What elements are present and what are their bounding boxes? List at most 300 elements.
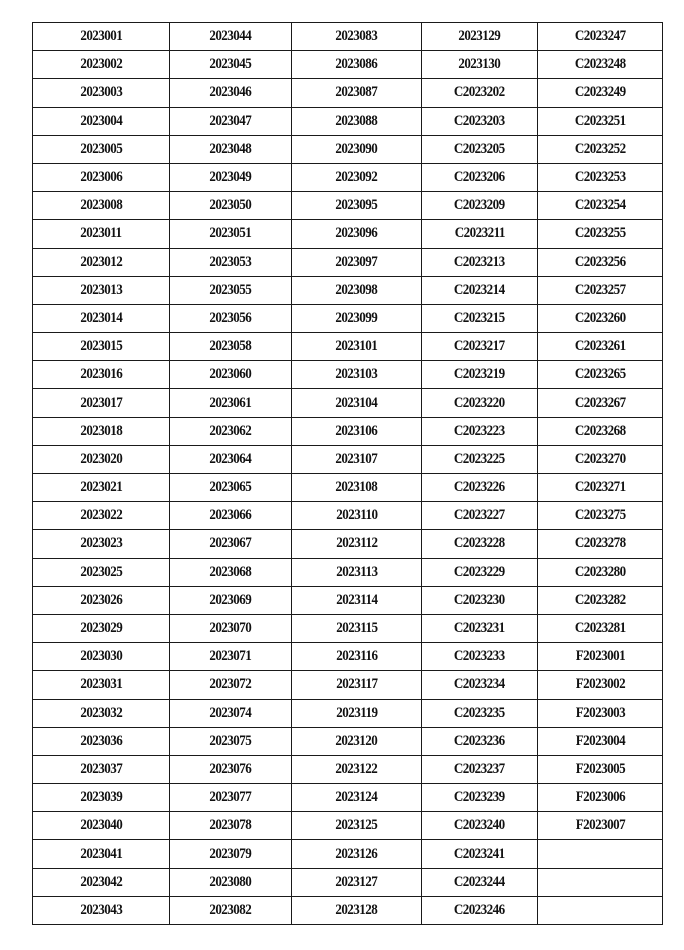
table-cell [292, 107, 422, 135]
table-cell [292, 896, 422, 924]
table-cell [422, 643, 538, 671]
table-cell [422, 586, 538, 614]
table-row [33, 135, 663, 163]
table-cell [170, 389, 292, 417]
cell-text: 2023106 [335, 422, 378, 439]
table-cell [292, 417, 422, 445]
table-cell [292, 135, 422, 163]
table-cell [33, 192, 170, 220]
cell-text: C2023234 [454, 676, 505, 693]
table-cell [33, 896, 170, 924]
cell-text: C2023225 [454, 450, 505, 467]
table-cell [292, 220, 422, 248]
cell-text: 2023011 [80, 225, 122, 242]
table-row [33, 474, 663, 502]
table-cell [538, 727, 663, 755]
cell-text: 2023029 [80, 620, 122, 637]
cell-text: 2023043 [80, 901, 122, 918]
table-cell [538, 107, 663, 135]
table-cell [292, 389, 422, 417]
cell-text: C2023241 [454, 845, 505, 862]
cell-text: 2023124 [335, 789, 378, 806]
cell-text: 2023032 [80, 704, 122, 721]
cell-text: C2023260 [574, 309, 626, 326]
cell-text: C2023213 [454, 253, 505, 270]
table-cell [170, 614, 292, 642]
table-cell [170, 586, 292, 614]
table-cell [538, 304, 663, 332]
cell-text: 2023099 [335, 309, 378, 326]
cell-text: C2023270 [574, 450, 626, 467]
table-row [33, 220, 663, 248]
table-cell [170, 417, 292, 445]
table-cell [292, 755, 422, 783]
cell-text: 2023066 [209, 507, 252, 524]
table-cell [170, 530, 292, 558]
cell-text: 2023030 [80, 648, 122, 665]
cell-text: 2023041 [80, 845, 122, 862]
table-cell [292, 474, 422, 502]
cell-text: C2023240 [454, 817, 505, 834]
table-cell [170, 135, 292, 163]
table-cell [422, 220, 538, 248]
cell-text: C2023254 [574, 197, 626, 214]
table-cell [292, 192, 422, 220]
table-row [33, 333, 663, 361]
table-cell [538, 192, 663, 220]
table-cell [292, 23, 422, 51]
table-cell [33, 333, 170, 361]
cell-text: 2023049 [209, 169, 252, 186]
cell-text: 2023045 [209, 56, 252, 73]
cell-text: C2023233 [454, 648, 505, 665]
cell-text: 2023017 [80, 394, 122, 411]
table-cell [33, 699, 170, 727]
cell-text: C2023217 [454, 338, 505, 355]
table-cell [292, 276, 422, 304]
table-cell [422, 79, 538, 107]
table-cell [538, 23, 663, 51]
cell-text: F2023005 [575, 760, 625, 777]
cell-text: 2023050 [209, 197, 252, 214]
cell-text: C2023209 [454, 197, 505, 214]
table-row [33, 23, 663, 51]
table-row [33, 614, 663, 642]
cell-text: 2023080 [209, 873, 252, 890]
table-cell [538, 896, 663, 924]
table-cell [538, 135, 663, 163]
cell-text: 2023098 [335, 281, 378, 298]
table-cell [292, 502, 422, 530]
table-cell [538, 474, 663, 502]
cell-text: 2023083 [335, 28, 378, 45]
table-cell [292, 727, 422, 755]
table-cell [33, 304, 170, 332]
cell-text: 2023072 [209, 676, 252, 693]
cell-text: 2023058 [209, 338, 252, 355]
table-cell [33, 248, 170, 276]
cell-text: 2023076 [209, 760, 252, 777]
table-cell [292, 79, 422, 107]
cell-text: 2023119 [335, 704, 378, 721]
table-cell [292, 868, 422, 896]
cell-text: 2023126 [335, 845, 378, 862]
table-cell [538, 389, 663, 417]
table-cell [292, 671, 422, 699]
cell-text: 2023016 [80, 366, 122, 383]
table-row [33, 51, 663, 79]
table-cell [170, 868, 292, 896]
cell-text: F2023006 [575, 789, 625, 806]
table-cell [170, 333, 292, 361]
cell-text: C2023219 [454, 366, 505, 383]
cell-text: F2023003 [575, 704, 625, 721]
cell-text: C2023256 [574, 253, 626, 270]
table-row [33, 784, 663, 812]
table-cell [538, 361, 663, 389]
cell-text: 2023087 [335, 84, 378, 101]
cell-text: 2023026 [80, 591, 122, 608]
cell-text: C2023251 [574, 112, 626, 129]
table-cell [33, 445, 170, 473]
table-cell [422, 840, 538, 868]
table-cell [292, 558, 422, 586]
table-row [33, 163, 663, 191]
table-cell [292, 586, 422, 614]
table-cell [33, 107, 170, 135]
cell-text: 2023013 [80, 281, 122, 298]
cell-text: 2023112 [335, 535, 378, 552]
table-cell [33, 79, 170, 107]
cell-text: C2023237 [454, 760, 505, 777]
cell-text: 2023077 [209, 789, 252, 806]
cell-text: 2023088 [335, 112, 378, 129]
cell-text: F2023002 [575, 676, 625, 693]
cell-text: 2023114 [335, 591, 378, 608]
table-cell [292, 530, 422, 558]
table-cell [422, 135, 538, 163]
cell-text: 2023014 [80, 309, 122, 326]
cell-text: 2023006 [80, 169, 122, 186]
table-row [33, 192, 663, 220]
table-cell [538, 276, 663, 304]
cell-text: 2023044 [209, 28, 252, 45]
cell-text: C2023214 [454, 281, 505, 298]
table-row [33, 107, 663, 135]
table-row [33, 558, 663, 586]
table-cell [538, 248, 663, 276]
cell-text: 2023002 [80, 56, 122, 73]
cell-text: 2023031 [80, 676, 122, 693]
table-cell [170, 248, 292, 276]
cell-text: 2023065 [209, 479, 252, 496]
table-row [33, 248, 663, 276]
cell-text: 2023020 [80, 450, 122, 467]
table-row [33, 530, 663, 558]
cell-text: 2023069 [209, 591, 252, 608]
cell-text: 2023055 [209, 281, 252, 298]
table-row [33, 671, 663, 699]
cell-text: 2023101 [335, 338, 378, 355]
cell-text: 2023108 [335, 479, 378, 496]
table-cell [170, 502, 292, 530]
cell-text: 2023022 [80, 507, 122, 524]
table-body [33, 23, 663, 925]
table-cell [170, 107, 292, 135]
cell-text: C2023229 [454, 563, 505, 580]
table-cell [33, 502, 170, 530]
cell-text: C2023248 [574, 56, 626, 73]
table-cell [538, 699, 663, 727]
table-cell [33, 812, 170, 840]
cell-text: C2023203 [454, 112, 505, 129]
cell-text: 2023048 [209, 140, 252, 157]
table-cell [422, 755, 538, 783]
cell-text: C2023236 [454, 732, 505, 749]
cell-text: 2023040 [80, 817, 122, 834]
table-cell [33, 840, 170, 868]
table-cell [538, 586, 663, 614]
table-cell [538, 333, 663, 361]
table-cell [33, 586, 170, 614]
cell-text: 2023095 [335, 197, 378, 214]
cell-text: 2023097 [335, 253, 378, 270]
cell-text: 2023062 [209, 422, 252, 439]
table-cell [170, 812, 292, 840]
table-cell [33, 614, 170, 642]
table-cell [170, 784, 292, 812]
table-cell [538, 784, 663, 812]
table-cell [538, 445, 663, 473]
cell-text: 2023015 [80, 338, 122, 355]
cell-text: 2023056 [209, 309, 252, 326]
table-cell [422, 163, 538, 191]
table-cell [422, 868, 538, 896]
table-row [33, 868, 663, 896]
table-cell [292, 812, 422, 840]
cell-text: 2023117 [335, 676, 378, 693]
cell-text: 2023092 [335, 169, 378, 186]
cell-text: 2023036 [80, 732, 122, 749]
cell-text: 2023113 [335, 563, 378, 580]
table-cell [422, 23, 538, 51]
table-cell [170, 51, 292, 79]
table-row [33, 361, 663, 389]
table-cell [170, 727, 292, 755]
cell-text: 2023051 [209, 225, 252, 242]
table-cell [422, 699, 538, 727]
table-row [33, 502, 663, 530]
table-cell [33, 361, 170, 389]
table-cell [422, 276, 538, 304]
table-row [33, 586, 663, 614]
cell-text: 2023018 [80, 422, 122, 439]
cell-text: 2023037 [80, 760, 122, 777]
cell-text: 2023071 [209, 648, 252, 665]
cell-text: 2023130 [458, 56, 501, 73]
cell-text: C2023226 [454, 479, 505, 496]
table-row [33, 79, 663, 107]
cell-text: 2023001 [80, 28, 122, 45]
cell-text: 2023078 [209, 817, 252, 834]
cell-text: 2023042 [80, 873, 122, 890]
table-cell [538, 614, 663, 642]
table-row [33, 840, 663, 868]
table-cell [422, 671, 538, 699]
table-row [33, 699, 663, 727]
table-cell [170, 643, 292, 671]
table-cell [292, 614, 422, 642]
table-cell [33, 643, 170, 671]
table-cell [170, 755, 292, 783]
cell-text: C2023244 [454, 873, 505, 890]
cell-text: C2023220 [454, 394, 505, 411]
table-cell [538, 755, 663, 783]
table-cell [422, 304, 538, 332]
cell-text: 2023023 [80, 535, 122, 552]
table-cell [422, 389, 538, 417]
table-row [33, 812, 663, 840]
cell-text: C2023280 [574, 563, 626, 580]
cell-text: C2023206 [454, 169, 505, 186]
table-cell [422, 502, 538, 530]
table-row [33, 643, 663, 671]
table-cell [33, 727, 170, 755]
cell-text: C2023230 [454, 591, 505, 608]
cell-text: C2023267 [574, 394, 626, 411]
cell-text: 2023107 [335, 450, 378, 467]
table-cell [538, 558, 663, 586]
table-cell [538, 671, 663, 699]
table-cell [292, 699, 422, 727]
cell-text: 2023070 [209, 620, 252, 637]
table-row [33, 417, 663, 445]
table-cell [422, 896, 538, 924]
cell-text: C2023268 [574, 422, 626, 439]
cell-text: 2023075 [209, 732, 252, 749]
table-cell [422, 558, 538, 586]
cell-text: C2023271 [574, 479, 626, 496]
cell-text: C2023202 [454, 84, 505, 101]
cell-text: 2023012 [80, 253, 122, 270]
table-row [33, 389, 663, 417]
cell-text: 2023060 [209, 366, 252, 383]
cell-text: C2023261 [574, 338, 626, 355]
cell-text: 2023096 [335, 225, 378, 242]
table-cell [538, 220, 663, 248]
cell-text: 2023122 [335, 760, 378, 777]
cell-text: 2023061 [209, 394, 252, 411]
cell-text: C2023275 [574, 507, 626, 524]
table-cell [33, 135, 170, 163]
table-cell [170, 163, 292, 191]
table-cell [292, 333, 422, 361]
cell-text: 2023079 [209, 845, 252, 862]
table-cell [422, 333, 538, 361]
table-cell [170, 699, 292, 727]
table-row [33, 727, 663, 755]
cell-text: 2023103 [335, 366, 378, 383]
cell-text: C2023246 [454, 901, 505, 918]
table-cell [170, 840, 292, 868]
cell-text: 2023068 [209, 563, 252, 580]
cell-text: F2023004 [575, 732, 625, 749]
table-cell [33, 671, 170, 699]
cell-text: C2023205 [454, 140, 505, 157]
table-cell [292, 643, 422, 671]
table-cell [170, 23, 292, 51]
table-cell [422, 812, 538, 840]
cell-text: C2023249 [574, 84, 626, 101]
table-cell [538, 417, 663, 445]
cell-text: 2023039 [80, 789, 122, 806]
id-number-table [32, 22, 663, 925]
table-cell [292, 51, 422, 79]
cell-text: 2023064 [209, 450, 252, 467]
table-cell [33, 474, 170, 502]
cell-text: F2023001 [575, 648, 625, 665]
cell-text: 2023090 [335, 140, 378, 157]
table-row [33, 896, 663, 924]
table-cell [538, 163, 663, 191]
cell-text: C2023255 [574, 225, 626, 242]
cell-text: 2023128 [335, 901, 378, 918]
table-cell [538, 51, 663, 79]
table-cell [292, 840, 422, 868]
cell-text: 2023008 [80, 197, 122, 214]
cell-text: 2023104 [335, 394, 378, 411]
table-cell [422, 417, 538, 445]
table-cell [292, 784, 422, 812]
table-cell [538, 868, 663, 896]
cell-text: 2023074 [209, 704, 252, 721]
cell-text: C2023252 [574, 140, 626, 157]
cell-text: 2023005 [80, 140, 122, 157]
table-cell [422, 474, 538, 502]
table-row [33, 276, 663, 304]
table-cell [422, 248, 538, 276]
cell-text: F2023007 [575, 817, 625, 834]
table-row [33, 755, 663, 783]
cell-text: 2023082 [209, 901, 252, 918]
cell-text: 2023003 [80, 84, 122, 101]
table-cell [538, 502, 663, 530]
cell-text: C2023239 [454, 789, 505, 806]
table-row [33, 304, 663, 332]
table-cell [170, 192, 292, 220]
table-cell [33, 23, 170, 51]
table-cell [170, 558, 292, 586]
cell-text: 2023110 [335, 507, 378, 524]
table-cell [538, 812, 663, 840]
table-cell [292, 163, 422, 191]
table-row [33, 445, 663, 473]
table-cell [422, 727, 538, 755]
cell-text: C2023223 [454, 422, 505, 439]
table-cell [33, 530, 170, 558]
table-cell [422, 445, 538, 473]
table-cell [33, 755, 170, 783]
cell-text: 2023116 [335, 648, 378, 665]
table-cell [422, 784, 538, 812]
table-cell [33, 417, 170, 445]
table-cell [538, 840, 663, 868]
cell-text: 2023046 [209, 84, 252, 101]
table-cell [292, 361, 422, 389]
cell-text: C2023228 [454, 535, 505, 552]
cell-text: 2023129 [458, 28, 501, 45]
cell-text: C2023257 [574, 281, 626, 298]
